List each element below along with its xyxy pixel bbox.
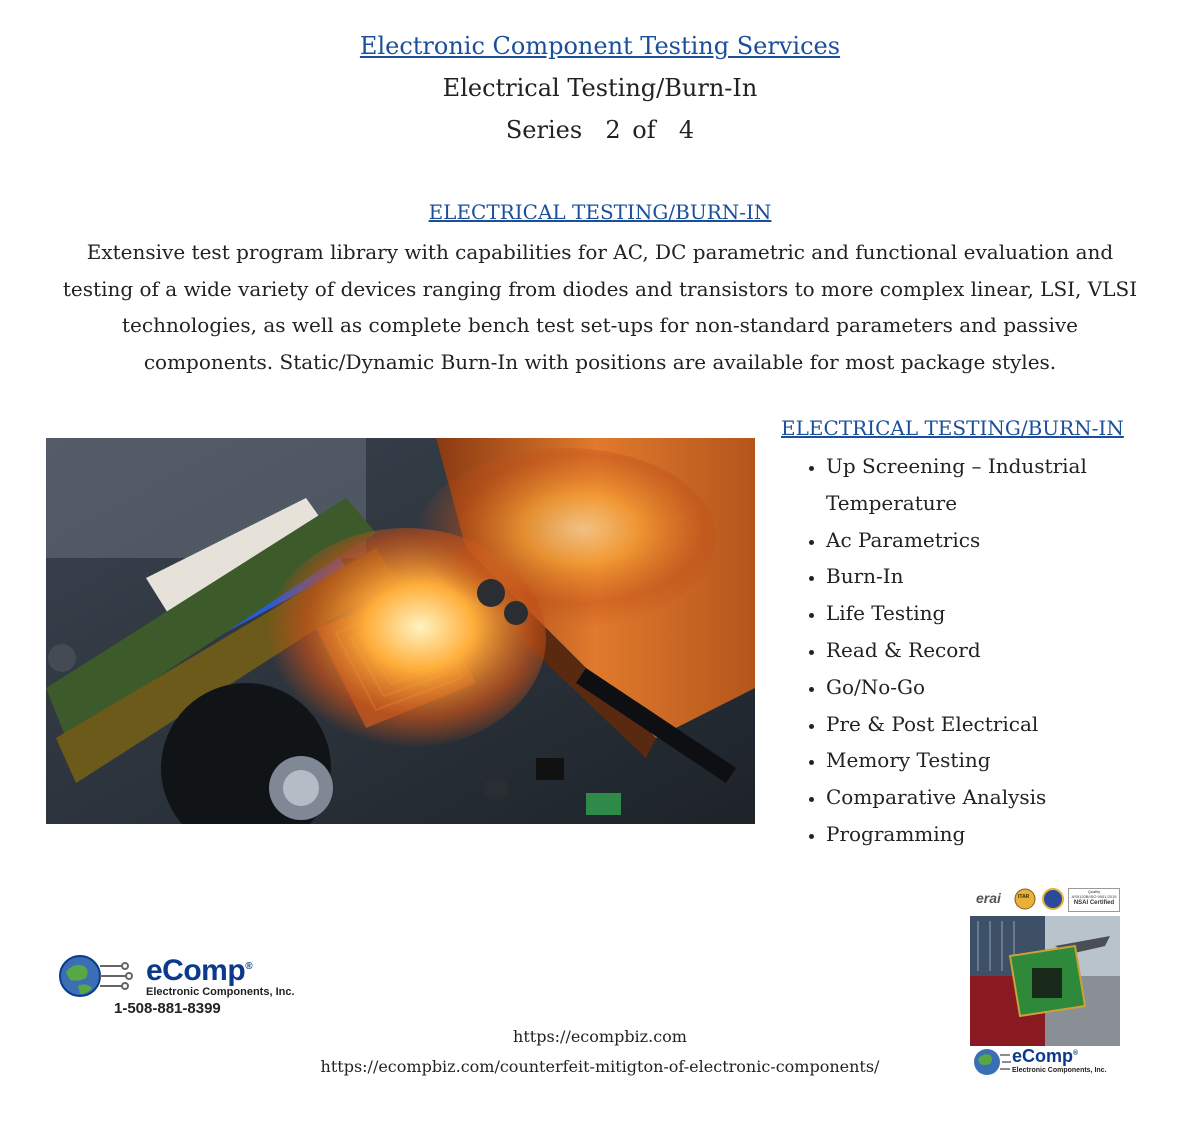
page-title-link[interactable]: Electronic Component Testing Services	[359, 32, 841, 60]
certification-badge	[970, 886, 1120, 1081]
article-url-link[interactable]: https://ecompbiz.com/counterfeit-mitigton-of-electronic-components/	[320, 1057, 880, 1076]
badge-registered-mark: ®	[1073, 1050, 1079, 1057]
section-description: Extensive test program library with capabilities for AC, DC parametric and functional evaluation and testing of a wide variety of devices ranging from diodes and transistors to more complex linear, LSI, VLSI technologies, as well as complete bench test set-ups for non-standard parameters and passive components. Static/Dynamic Burn-In with positions are available for most package styles.	[62, 240, 1138, 375]
section-heading[interactable]	[0, 200, 1200, 224]
home-url-link[interactable]: https://ecompbiz.com	[513, 1027, 687, 1046]
circuit-board-illustration	[46, 438, 755, 824]
logo-company-name: Electronic Components, Inc.	[146, 986, 295, 998]
list-item: • Life Testing	[826, 595, 1156, 632]
itar-label: ITAR	[1018, 894, 1030, 900]
page-subtitle: Electrical Testing/Burn-In	[442, 74, 758, 102]
cert-standard-label: AS9120B/ISO 9001:2015	[1071, 894, 1117, 899]
logo-registered-mark: ®	[245, 961, 253, 972]
list-item: • Programming	[826, 816, 1156, 853]
services-heading-link[interactable]: ELECTRICAL TESTING/BURN-IN	[781, 416, 1124, 440]
gold-seal-icon	[1042, 888, 1064, 910]
page-title[interactable]	[0, 32, 1200, 60]
logo-brand-name: eComp	[146, 954, 246, 987]
badge-collage-image	[970, 916, 1120, 1046]
services-list	[800, 448, 1156, 853]
list-item: • Ac Parametrics	[826, 522, 1156, 559]
nsai-certificate	[1068, 888, 1120, 912]
badge-company-name: Electronic Components, Inc.	[1012, 1067, 1107, 1074]
burning-circuit-board-photo	[46, 438, 755, 824]
cert-quality-label: Quality	[1087, 889, 1101, 894]
ecomp-logo	[28, 950, 308, 1020]
list-item: • Burn-In	[826, 558, 1156, 595]
erai-logo: erai	[976, 890, 1001, 906]
list-item: • Pre & Post Electrical	[826, 706, 1156, 743]
services-heading[interactable]	[781, 416, 1124, 440]
list-item: • Comparative Analysis	[826, 779, 1156, 816]
badge-brand-name: eComp	[1012, 1046, 1074, 1066]
list-item: • Go/No-Go	[826, 669, 1156, 706]
badge-globe-icon	[972, 1046, 1012, 1080]
phone-number: 1-508-881-8399	[114, 1000, 221, 1017]
cert-nsai-label: NSAI Certified	[1073, 900, 1115, 906]
series-label: Series 2 of 4	[505, 116, 695, 144]
list-item: • Read & Record	[826, 632, 1156, 669]
list-item: • Up Screening – Industrial Temperature	[826, 448, 1156, 522]
section-heading-link[interactable]: ELECTRICAL TESTING/BURN-IN	[428, 200, 772, 224]
list-item: • Memory Testing	[826, 742, 1156, 779]
